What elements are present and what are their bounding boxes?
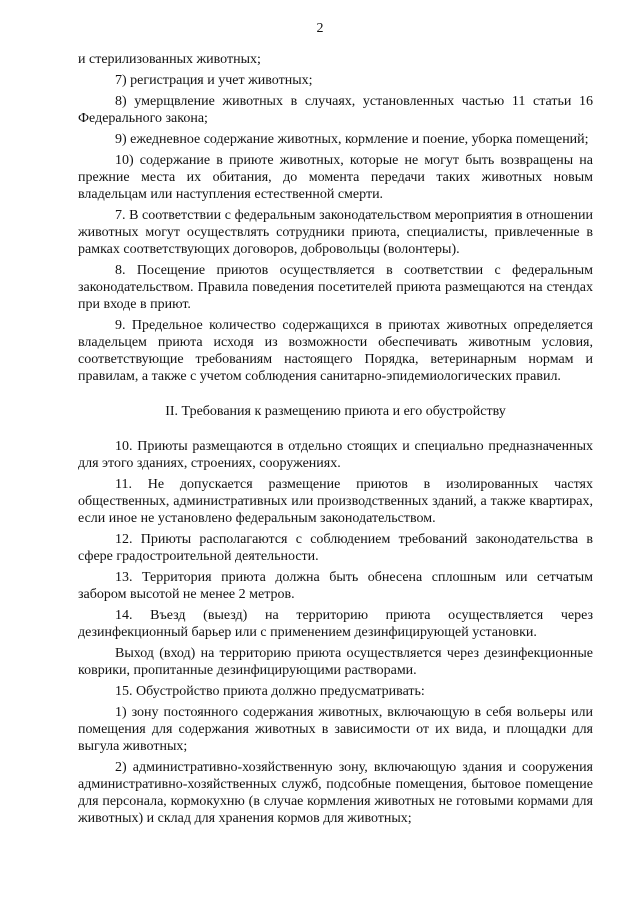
paragraph: 10. Приюты размещаются в отдельно стоящих и специально предназначенных для этого зданиях, строениях, сооружениях. (78, 439, 593, 471)
paragraph: 14. Въезд (выезд) на территорию приюта осуществляется через дезинфекционный барьер или с применением дезинфицирующей установки. (78, 608, 593, 640)
paragraph: 11. Не допускается размещение приютов в изолированных частях общественных, административных или производственных зданий, а также квартирах, если иное не установлено федеральным законодательством. (78, 477, 593, 526)
paragraph: 12. Приюты располагаются с соблюдением требований законодательства в сфере градостроительной деятельности. (78, 532, 593, 564)
paragraph: 9) ежедневное содержание животных, кормление и поение, уборка помещений; (115, 132, 589, 147)
paragraph: 13. Территория приюта должна быть обнесена сплошным или сетчатым забором высотой не менее 2 метров. (78, 570, 593, 602)
paragraph: и стерилизованных животных; (78, 52, 261, 67)
paragraph: 15. Обустройство приюта должно предусматривать: (115, 684, 425, 699)
paragraph: 1) зону постоянного содержания животных, включающую в себя вольеры или помещения для содержания животных в зависимости от их вида, и площадки для выгула животных; (78, 705, 593, 754)
paragraph: 8. Посещение приютов осуществляется в соответствии с федеральным законодательством. Правила поведения посетителей приюта размещаются на стендах при входе в приют. (78, 263, 593, 312)
paragraph: 8) умерщвление животных в случаях, установленных частью 11 статьи 16 Федерального закона; (78, 94, 593, 126)
paragraph: 7) регистрация и учет животных; (115, 73, 313, 88)
paragraph: 10) содержание в приюте животных, которые не могут быть возвращены на прежние места их обитания, до момента передачи таких животных новым владельцам или наступления естественной смерти. (78, 153, 593, 202)
paragraph: 9. Предельное количество содержащихся в приютах животных определяется владельцем приюта исходя из возможности обеспечивать животным условия, соответствующие требованиям настоящего Порядка, ветеринарным нормам и правилам, а также с учетом соблюдения санитарно-эпидемиологических правил. (78, 318, 593, 384)
page-number: 2 (316, 21, 324, 36)
paragraph: Выход (вход) на территорию приюта осуществляется через дезинфекционные коврики, пропитанные дезинфицирующими растворами. (78, 646, 593, 678)
section-heading: II. Требования к размещению приюта и его обустройству (165, 404, 506, 419)
paragraph: 7. В соответствии с федеральным законодательством мероприятия в отношении животных могут осуществлять сотрудники приюта, специалисты, привлеченные в рамках соответствующих договоров, добровольцы (волонтеры). (78, 208, 593, 257)
paragraph: 2) административно-хозяйственную зону, включающую здания и сооружения административно-хозяйственных служб, подсобные помещения, бытовое помещение для персонала, кормокухню (в случае кормления животных не готовыми кормами для животных) и склад для хранения кормов для животных; (78, 760, 593, 826)
document-body (78, 51, 593, 827)
